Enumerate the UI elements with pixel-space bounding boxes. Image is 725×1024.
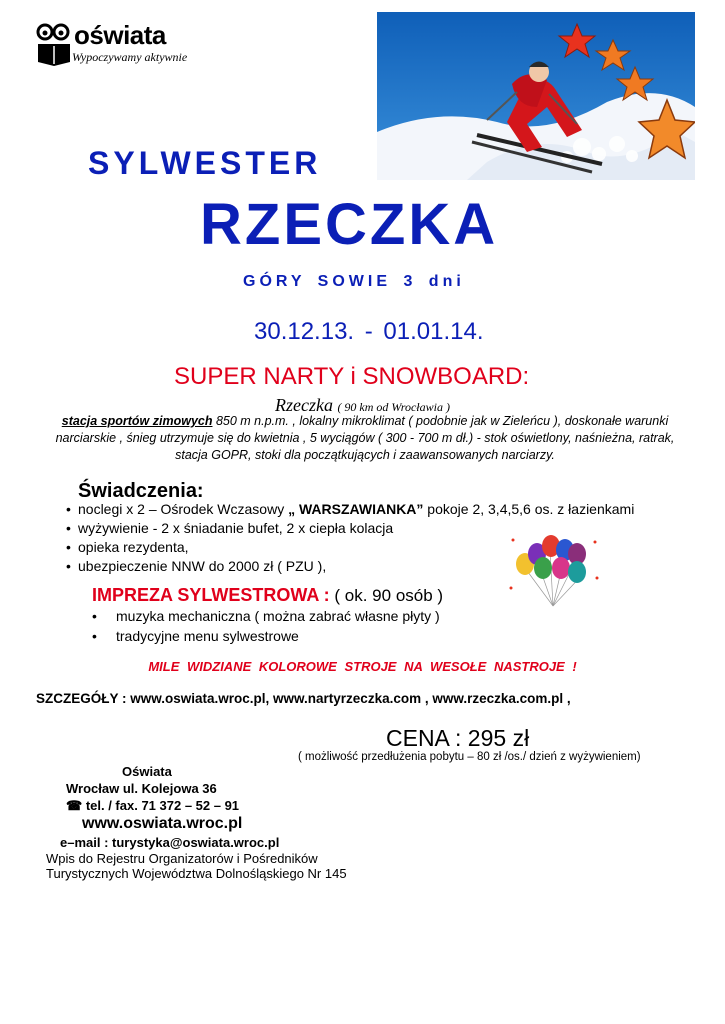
price-note: ( możliwość przedłużenia pobytu – 80 zł /os./ dzień z wyżywieniem): [298, 751, 641, 763]
place-distance: ( 90 km od Wrocławia ): [337, 400, 450, 414]
offer-headline: SUPER NARTY i SNOWBOARD:: [174, 363, 530, 390]
list-item: • noclegi x 2 – Ośrodek Wczasowy „ WARSZAWIANKA” pokoje 2, 3,4,5,6 os. z łazienkami: [66, 500, 634, 519]
list-item: • ubezpieczenie NNW do 2000 zł ( PZU ),: [66, 557, 634, 576]
registry-line-2: Turystycznych Województwa Dolnośląskiego Nr 145: [46, 866, 347, 881]
logo: [36, 20, 226, 72]
list-item: • tradycyjne menu sylwestrowe: [92, 626, 440, 646]
description-text: 850 m n.p.m. , lokalny mikroklimat ( podobnie jak w Zieleńcu ), doskonałe warunki narciarskie , śnieg utrzymuje się do kwietnia , 5 wyciągów ( 300 - 700 m dł.) - stok oświetlony, naśnieżna, ratrak, stacja GOPR, stoki dla początkujących i zaawansowanych narciarzy.: [55, 414, 675, 462]
trip-dates: 30.12.13. - 01.01.14.: [254, 318, 484, 345]
skier-photo: [377, 12, 695, 180]
balloons-image: [505, 528, 605, 610]
list-item: • muzyka mechaniczna ( można zabrać własne płyty ): [92, 606, 440, 626]
station-label: stacja sportów zimowych: [61, 414, 213, 428]
org-phone: ☎ tel. / fax. 71 372 – 52 – 91: [66, 798, 240, 813]
org-address: Wrocław ul. Kolejowa 36: [66, 781, 217, 796]
welcome-note: MILE WIDZIANE KOLOROWE STROJE NA WESOŁE NASTROJE !: [148, 659, 577, 674]
logo-tagline: Wypoczywamy aktywnie: [72, 50, 188, 64]
price: CENA : 295 zł: [386, 725, 530, 751]
resort-description: [40, 413, 690, 464]
org-name: Oświata: [122, 764, 172, 779]
title-place: RZECZKA: [200, 192, 499, 257]
logo-wordmark: oświata: [74, 20, 166, 50]
list-item: • opieka rezydenta,: [66, 538, 634, 557]
details-links: SZCZEGÓŁY : www.oswiata.wroc.pl, www.nartyrzeczka.com , www.rzeczka.com.pl ,: [36, 691, 571, 706]
owl-book-icon: [36, 22, 72, 68]
title-sylwester: SYLWESTER: [88, 145, 322, 181]
registry-line-1: Wpis do Rejestru Organizatorów i Pośredników: [46, 851, 318, 866]
party-heading: IMPREZA SYLWESTROWA : ( ok. 90 osób ): [92, 585, 444, 605]
services-heading: Świadczenia:: [78, 480, 204, 502]
list-item: • wyżywienie - 2 x śniadanie bufet, 2 x ciepła kolacja: [66, 519, 634, 538]
region-duration: GÓRY SOWIE 3 dni: [243, 273, 465, 290]
party-count: ( ok. 90 osób ): [329, 586, 444, 605]
phone-icon: ☎: [66, 798, 83, 813]
org-website: www.oswiata.wroc.pl: [82, 815, 243, 832]
org-email: e–mail : turystyka@oswiata.wroc.pl: [60, 835, 280, 850]
place-name: Rzeczka: [275, 395, 333, 415]
party-list: [92, 606, 440, 646]
